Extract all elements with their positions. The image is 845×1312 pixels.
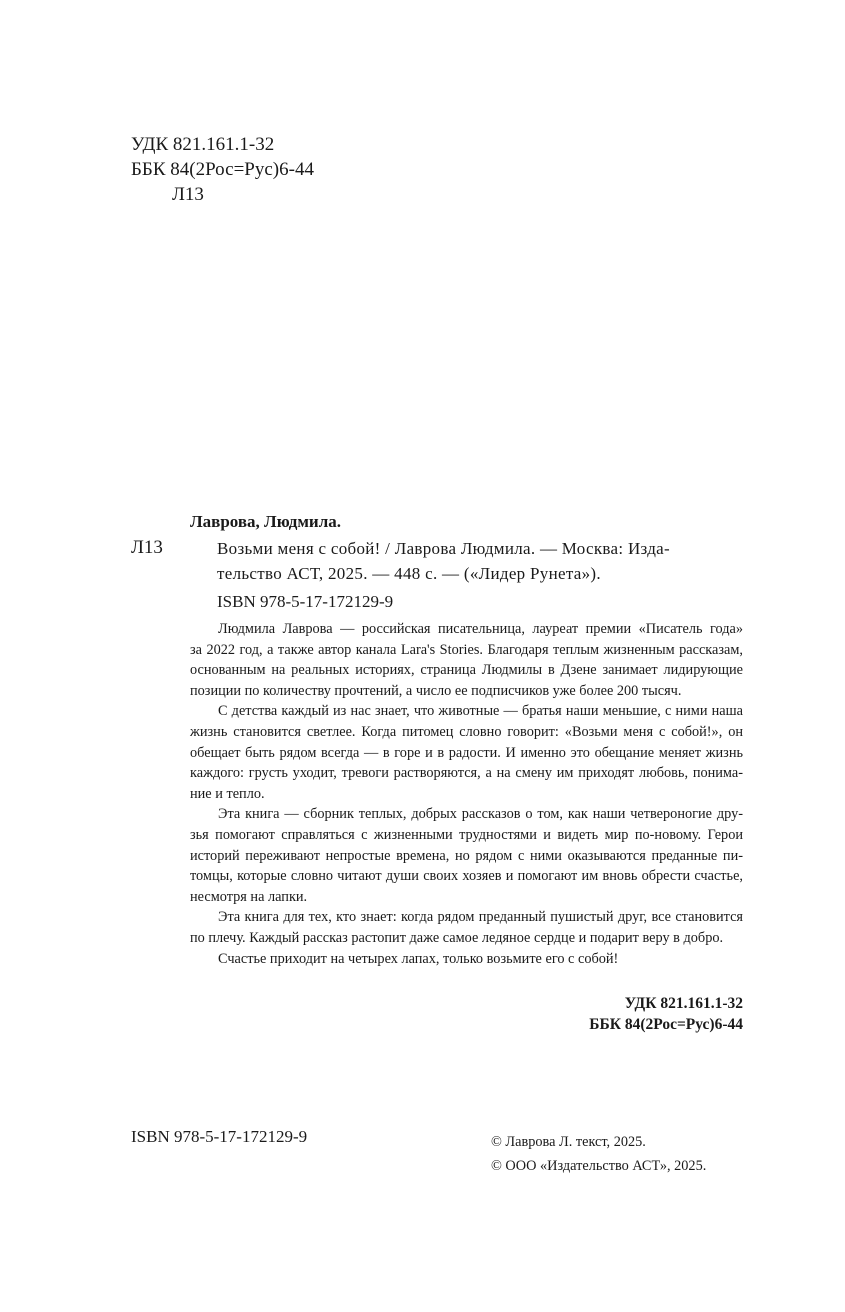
annotation — [190, 619, 743, 969]
annotation-line: ние и тепло. — [190, 785, 265, 802]
record-isbn: ISBN 978-5-17-172129-9 — [217, 592, 394, 611]
udk-code: УДК 821.161.1-32 — [131, 134, 275, 155]
record-author-mark: Л13 — [131, 537, 163, 558]
annotation-line: С детства каждый из нас знает, что животные — братья наши меньшие, с ними наша — [218, 703, 743, 720]
copyright-author: © Лаврова Л. текст, 2025. — [491, 1134, 646, 1150]
copyright-publisher: © ООО «Издательство АСТ», 2025. — [491, 1158, 707, 1174]
annotation-line: за 2022 год, а также автор канала Lara's Stories. Благодаря теплым жизненным рассказам, — [190, 641, 743, 658]
annotation-line: основанным на реальных историях, страница Людмилы в Дзене занимает лидирующие — [190, 662, 743, 679]
annotation-line: жизнь становится светлее. Когда питомец словно говорит: «Возьми меня с собой!», он — [190, 723, 743, 740]
annotation-line: томцы, которые словно читают души своих хозяев и помогают им вновь обрести счастье, — [190, 868, 743, 885]
author-mark: Л13 — [172, 184, 204, 205]
annotation-line: зья помогают справляться с жизненными трудностями и видеть мир по-новому. Герои — [190, 826, 743, 843]
title-line: тельство АСТ, 2025. — 448 с. — («Лидер Рунета»). — [217, 564, 601, 583]
author-heading: Лаврова, Людмила. — [190, 512, 342, 531]
top-classification-codes — [131, 132, 314, 207]
annotation-line: историй переживают непростые времена, но рядом с ними оказываются преданные пи- — [190, 847, 743, 864]
annotation-line: несмотря на лапки. — [190, 888, 308, 905]
footer-isbn: ISBN 978-5-17-172129-9 — [131, 1127, 308, 1146]
annotation-line: Людмила Лаврова — российская писательница, лауреат премии «Писатель года» — [218, 621, 743, 637]
annotation-line: Эта книга — сборник теплых, добрых рассказов о том, как наши четвероногие дру- — [218, 806, 743, 823]
annotation-line: обещает быть рядом всегда — в горе и в радости. И именно это обещание меняет жизнь — [190, 744, 743, 761]
annotation-line: каждого: грусть уходит, тревоги растворяются, а на смену им приходят любовь, понима- — [190, 765, 743, 782]
copyright-block — [491, 1130, 706, 1178]
annotation-line: позиции по количеству прочтений, а число ее подписчиков уже более 200 тысяч. — [190, 682, 682, 699]
title-description — [217, 536, 743, 586]
annotation-line: Эта книга для тех, кто знает: когда рядом преданный пушистый друг, все становится — [218, 909, 743, 926]
annotation-line: по плечу. Каждый рассказ растопит даже самое ледяное сердце и подарит веру в добро. — [190, 929, 724, 946]
udk-code: УДК 821.161.1-32 — [624, 995, 743, 1012]
bbk-code: ББК 84(2Рос=Рус)6-44 — [589, 1016, 743, 1033]
title-line: Возьми меня с собой! / Лаврова Людмила. — Москва: Изда- — [217, 539, 670, 558]
bottom-classification-codes — [589, 993, 743, 1035]
annotation-line: Счастье приходит на четырех лапах, только возьмите его с собой! — [218, 950, 619, 967]
bbk-code: ББК 84(2Рос=Рус)6-44 — [131, 159, 314, 180]
